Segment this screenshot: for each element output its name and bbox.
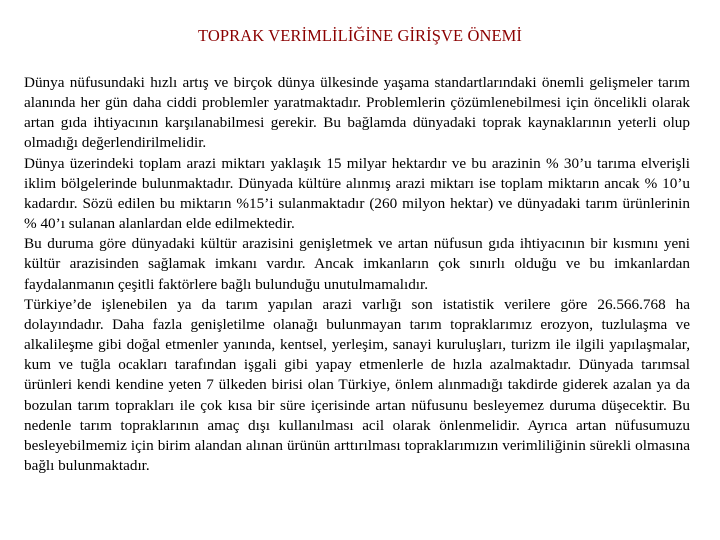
paragraph-1: Dünya nüfusundaki hızlı artış ve birçok dünya ülkesinde yaşama standartlarındaki önemli gelişmeler tarım alanında her gün daha ciddi problemler yaratmaktadır. Problemlerin çözümlenebilmesi için öncelikli olarak artan gıda ihtiyacının karşılanabilmesi gerekir. Bu bağlamda dünyadaki toprak kaynaklarının yeterli olup olmadığı değerlendirilmelidir. (24, 74, 690, 152)
paragraph-2: Dünya üzerindeki toplam arazi miktarı yaklaşık 15 milyar hektardır ve bu arazinin % 30’u tarıma elverişli iklim bölgelerinde bulunmaktadır. Dünyada kültüre alınmış arazi miktarı ise toplam miktarın ancak % 10’u kadardır. Sözü edilen bu miktarın %15’i sulanmaktadır (260 milyon hektar) ve dünyadaki tarım ürünlerinin % 40’ı sulanan alanlardan elde edilmektedir. (24, 154, 690, 233)
document-title: TOPRAK VERİMLİLİĞİNE GİRİŞVE ÖNEMİ (197, 26, 523, 45)
document-body (24, 73, 690, 476)
paragraph-4: Türkiye’de işlenebilen ya da tarım yapılan arazi varlığı son istatistik verilere göre 26.566.768 ha dolayındadır. Daha fazla genişletilme olanağı bulunmayan tarım topraklarımız erozyon, tuzlulaşma ve alkalileşme gibi doğal etmenler yanında, kentsel, yerleşim, sanayi kuruluşları, turizm ile ilgili yapılaşmalar, kum ve tuğla ocakları tarafından işgali gibi yapay etmenlerle de hızla azalmaktadır. Dünyada tarımsal ürünleri kendi kendine yeten 7 ülkeden birisi olan Türkiye, önlem alınmadığı takdirde giderek azalan ya da bozulan tarım toprakları ile çok kısa bir süre içerisinde artan nüfusunu besleyemez duruma düşecektir. Bu nedenle tarım topraklarının amaç dışı kullanılması acil olarak önlenmelidir. Ayrıca artan nüfusumuzu besleyebilmemiz için birim alandan alınan ürünün arttırılması topraklarımızın verimliliğinin sürekli olmasına bağlı bulunmaktadır. (24, 295, 690, 474)
paragraph-3: Bu duruma göre dünyadaki kültür arazisini genişletmek ve artan nüfusun gıda ihtiyacının bir kısmını yeni kültür arazisinden sağlamak imkanı vardır. Ancak imkanların çok sınırlı olduğu ve bu imkanlardan faydalanmanın çeşitli faktörlere bağlı bulunduğu unutulmamalıdır. (24, 235, 690, 293)
